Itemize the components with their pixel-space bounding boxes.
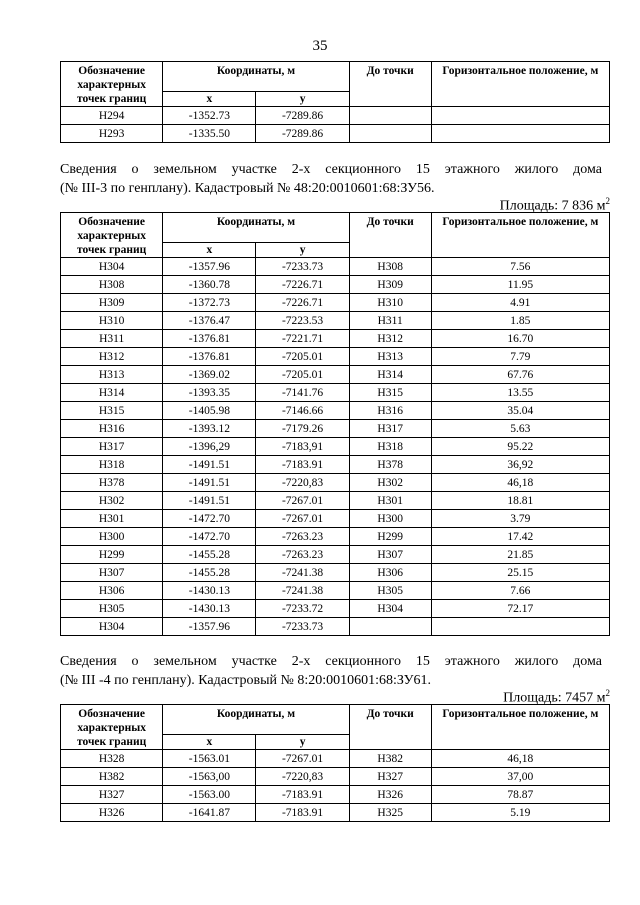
x-cell: -1376.81 [163,330,256,348]
to-point-cell: Н307 [349,546,431,564]
coordinates-table-3 [60,704,610,822]
table-row [61,510,610,528]
to-point-cell: Н305 [349,582,431,600]
x-cell: -1430.13 [163,582,256,600]
section-2-area: Площадь: 7 836 $м^2$ [499,196,610,214]
point-cell: Н314 [61,384,163,402]
to-point-cell: Н302 [349,474,431,492]
table-row [61,786,610,804]
to-point-cell: Н304 [349,600,431,618]
header-point: Обозначение характерных точек границ [61,62,163,107]
point-cell: Н382 [61,768,163,786]
header-to-point: До точки [349,213,431,258]
point-cell: Н299 [61,546,163,564]
table-row [61,438,610,456]
y-cell: -7183.91 [256,804,349,822]
y-cell: -7205.01 [256,348,349,366]
y-cell: -7183.91 [256,786,349,804]
x-cell: -1372.73 [163,294,256,312]
point-cell: Н300 [61,528,163,546]
table-row [61,582,610,600]
header-y: y [256,92,349,107]
x-cell: -1491.51 [163,492,256,510]
y-cell: -7241.38 [256,582,349,600]
table-row [61,402,610,420]
coordinates-table-1 [60,61,610,143]
x-cell: -1455.28 [163,546,256,564]
to-point-cell: Н325 [349,804,431,822]
x-cell: -1352.73 [163,107,256,125]
section-2-line-1: Сведения о земельном участке 2-х секционного 15 этажного жилого дома [60,162,602,177]
to-point-cell: Н309 [349,276,431,294]
y-cell: -7233.72 [256,600,349,618]
header-point: Обозначение характерных точек границ [61,213,163,258]
point-cell: Н310 [61,312,163,330]
y-cell: -7223.53 [256,312,349,330]
point-cell: Н304 [61,258,163,276]
header-to-point: До точки [349,62,431,107]
header-coords: Координаты, м [163,213,349,243]
table-row [61,420,610,438]
y-cell: -7233.73 [256,258,349,276]
to-point-cell: Н313 [349,348,431,366]
to-point-cell [349,107,431,125]
y-cell: -7289.86 [256,107,349,125]
to-point-cell: Н317 [349,420,431,438]
header-x: x [163,92,256,107]
header-distance: Горизонтальное положение, м [431,705,609,750]
table-row [61,107,610,125]
table-row [61,125,610,143]
distance-cell [431,618,609,636]
distance-cell: 18.81 [431,492,609,510]
distance-cell: 7.56 [431,258,609,276]
table-row [61,546,610,564]
header-coords: Координаты, м [163,62,349,92]
to-point-cell: Н382 [349,750,431,768]
table-row [61,618,610,636]
distance-cell: 13.55 [431,384,609,402]
y-cell: -7205.01 [256,366,349,384]
y-cell: -7220,83 [256,768,349,786]
distance-cell: 46,18 [431,750,609,768]
point-cell: Н317 [61,438,163,456]
table-row [61,768,610,786]
point-cell: Н328 [61,750,163,768]
table-row [61,276,610,294]
point-cell: Н315 [61,402,163,420]
distance-cell: 5.63 [431,420,609,438]
distance-cell: 78.87 [431,786,609,804]
to-point-cell: Н311 [349,312,431,330]
to-point-cell: Н306 [349,564,431,582]
x-cell: -1335.50 [163,125,256,143]
header-x: x [163,243,256,258]
distance-cell: 3.79 [431,510,609,528]
to-point-cell: Н301 [349,492,431,510]
distance-cell: 11.95 [431,276,609,294]
section-3-line-2: (№ III -4 по генплану). Кадастровый № 8:20:0010601:68:ЗУ61. [60,673,431,688]
table-row [61,330,610,348]
distance-cell: 46,18 [431,474,609,492]
table-row [61,750,610,768]
x-cell: -1491.51 [163,456,256,474]
x-cell: -1563.00 [163,786,256,804]
to-point-cell: Н299 [349,528,431,546]
point-cell: Н311 [61,330,163,348]
point-cell: Н305 [61,600,163,618]
x-cell: -1357.96 [163,618,256,636]
point-cell: Н326 [61,804,163,822]
distance-cell [431,125,609,143]
point-cell: Н304 [61,618,163,636]
section-3-line-1: Сведения о земельном участке 2-х секционного 15 этажного жилого дома [60,654,602,669]
table-row [61,600,610,618]
header-point: Обозначение характерных точек границ [61,705,163,750]
x-cell: -1393.35 [163,384,256,402]
y-cell: -7263.23 [256,528,349,546]
x-cell: -1360.78 [163,276,256,294]
point-cell: Н301 [61,510,163,528]
y-cell: -7220,83 [256,474,349,492]
table-row [61,804,610,822]
header-x: x [163,735,256,750]
distance-cell: 7.66 [431,582,609,600]
y-cell: -7179.26 [256,420,349,438]
point-cell: Н327 [61,786,163,804]
x-cell: -1430.13 [163,600,256,618]
table-row [61,384,610,402]
table-row [61,474,610,492]
y-cell: -7183.91 [256,456,349,474]
distance-cell: 17.42 [431,528,609,546]
distance-cell: 36,92 [431,456,609,474]
distance-cell: 5.19 [431,804,609,822]
x-cell: -1641.87 [163,804,256,822]
to-point-cell: Н318 [349,438,431,456]
y-cell: -7226.71 [256,294,349,312]
section-3-area: Площадь: 7457 $м^2$ [503,688,610,706]
table-row [61,348,610,366]
point-cell: Н316 [61,420,163,438]
x-cell: -1472.70 [163,528,256,546]
to-point-cell [349,125,431,143]
point-cell: Н378 [61,474,163,492]
point-cell: Н293 [61,125,163,143]
section-2-line-2: (№ III-3 по генплану). Кадастровый № 48:20:0010601:68:ЗУ56. [60,181,435,196]
x-cell: -1472.70 [163,510,256,528]
x-cell: -1376.81 [163,348,256,366]
to-point-cell: Н312 [349,330,431,348]
to-point-cell: Н316 [349,402,431,420]
coordinates-table-2 [60,212,610,636]
x-cell: -1357.96 [163,258,256,276]
y-cell: -7183,91 [256,438,349,456]
table-row [61,366,610,384]
point-cell: Н313 [61,366,163,384]
to-point-cell: Н326 [349,786,431,804]
x-cell: -1563.01 [163,750,256,768]
point-cell: Н307 [61,564,163,582]
distance-cell: 4.91 [431,294,609,312]
x-cell: -1396,29 [163,438,256,456]
distance-cell: 1.85 [431,312,609,330]
distance-cell: 67.76 [431,366,609,384]
y-cell: -7267.01 [256,492,349,510]
table-row [61,258,610,276]
to-point-cell: Н315 [349,384,431,402]
table-row [61,294,610,312]
y-cell: -7226.71 [256,276,349,294]
table-row [61,564,610,582]
point-cell: Н309 [61,294,163,312]
x-cell: -1455.28 [163,564,256,582]
to-point-cell: Н300 [349,510,431,528]
distance-cell: 35.04 [431,402,609,420]
distance-cell: 95.22 [431,438,609,456]
x-cell: -1369.02 [163,366,256,384]
header-y: y [256,735,349,750]
page-number: 35 [312,38,328,54]
to-point-cell: Н327 [349,768,431,786]
distance-cell: 16.70 [431,330,609,348]
point-cell: Н308 [61,276,163,294]
header-distance: Горизонтальное положение, м [431,213,609,258]
distance-cell: 21.85 [431,546,609,564]
to-point-cell [349,618,431,636]
y-cell: -7141.76 [256,384,349,402]
x-cell: -1376.47 [163,312,256,330]
header-distance: Горизонтальное положение, м [431,62,609,107]
distance-cell: 72.17 [431,600,609,618]
header-y: y [256,243,349,258]
table-row [61,312,610,330]
to-point-cell: Н310 [349,294,431,312]
section-3-description [60,652,602,690]
y-cell: -7233.73 [256,618,349,636]
point-cell: Н294 [61,107,163,125]
y-cell: -7146.66 [256,402,349,420]
y-cell: -7241.38 [256,564,349,582]
distance-cell: 37,00 [431,768,609,786]
x-cell: -1491.51 [163,474,256,492]
x-cell: -1563,00 [163,768,256,786]
table-row [61,528,610,546]
point-cell: Н306 [61,582,163,600]
to-point-cell: Н308 [349,258,431,276]
y-cell: -7267.01 [256,750,349,768]
distance-cell: 7.79 [431,348,609,366]
y-cell: -7267.01 [256,510,349,528]
point-cell: Н302 [61,492,163,510]
point-cell: Н318 [61,456,163,474]
section-2-description [60,160,602,198]
header-coords: Координаты, м [163,705,349,735]
y-cell: -7289.86 [256,125,349,143]
table-row [61,456,610,474]
x-cell: -1393.12 [163,420,256,438]
point-cell: Н312 [61,348,163,366]
to-point-cell: Н314 [349,366,431,384]
distance-cell [431,107,609,125]
x-cell: -1405.98 [163,402,256,420]
to-point-cell: Н378 [349,456,431,474]
table-row [61,492,610,510]
y-cell: -7221.71 [256,330,349,348]
header-to-point: До точки [349,705,431,750]
distance-cell: 25.15 [431,564,609,582]
y-cell: -7263.23 [256,546,349,564]
